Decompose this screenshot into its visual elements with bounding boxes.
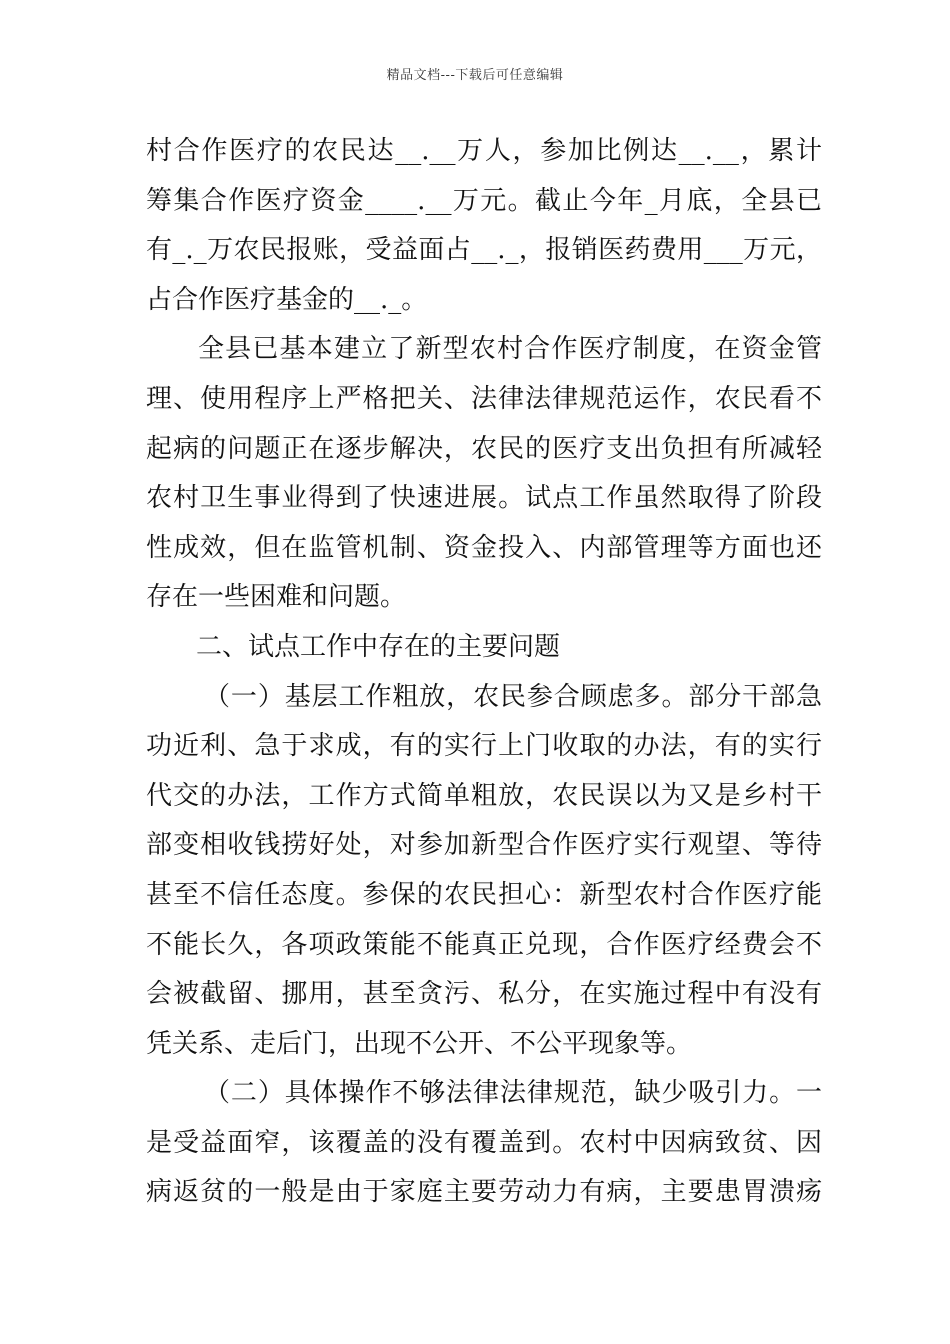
paragraph [146,325,822,623]
paragraph [146,127,822,325]
text-line: 起病的问题正在逐步解决，农民的医疗支出负担有所减轻 [146,433,822,464]
text-line: 不能长久，各项政策能不能真正兑现，合作医疗经费会不 [146,929,822,960]
text-line: 功近利、急于求成，有的实行上门收取的办法，有的实行 [146,731,822,762]
text-line: （一）基层工作粗放，农民参合顾虑多。部分干部急 [204,681,822,712]
document-body [146,127,822,1218]
text-line: 筹集合作医疗资金____.__万元。截止今年_月底，全县已 [146,185,822,216]
text-line: 甚至不信任态度。参保的农民担心：新型农村合作医疗能 [146,879,822,910]
text-line: 占合作医疗基金的__._。 [146,284,428,315]
text-line: 存在一些困难和问题。 [146,582,407,613]
text-line: （二）具体操作不够法律法律规范，缺少吸引力。一 [204,1078,822,1109]
text-line: 有_._万农民报账，受益面占__._，报销医药费用___万元， [146,235,822,266]
text-line: 农村卫生事业得到了快速进展。试点工作虽然取得了阶段 [146,483,822,514]
text-line: 是受益面窄，该覆盖的没有覆盖到。农村中因病致贫、因 [146,1127,822,1158]
text-line: 二、试点工作中存在的主要问题 [196,631,561,662]
section-heading [146,623,822,673]
text-line: 全县已基本建立了新型农村合作医疗制度，在资金管 [198,334,822,365]
text-line: 病返贫的一般是由于家庭主要劳动力有病，主要患胃溃疡 [146,1177,822,1208]
text-line: 会被截留、挪用，甚至贪污、私分，在实施过程中有没有 [146,979,822,1010]
text-line: 性成效，但在监管机制、资金投入、内部管理等方面也还 [146,532,822,563]
text-line: 代交的办法，工作方式简单粗放，农民误以为又是乡村干 [146,780,822,811]
page-header: 精品文档---下载后可任意编辑 [386,68,564,83]
text-line: 部变相收钱捞好处，对参加新型合作医疗实行观望、等待 [146,830,822,861]
paragraph [146,673,822,1070]
text-line: 凭关系、走后门，出现不公开、不公平现象等。 [146,1028,693,1059]
paragraph [146,1069,822,1218]
text-line: 理、使用程序上严格把关、法律法律规范运作，农民看不 [146,383,822,414]
text-line: 村合作医疗的农民达__.__万人，参加比例达__.__，累计 [146,136,822,166]
